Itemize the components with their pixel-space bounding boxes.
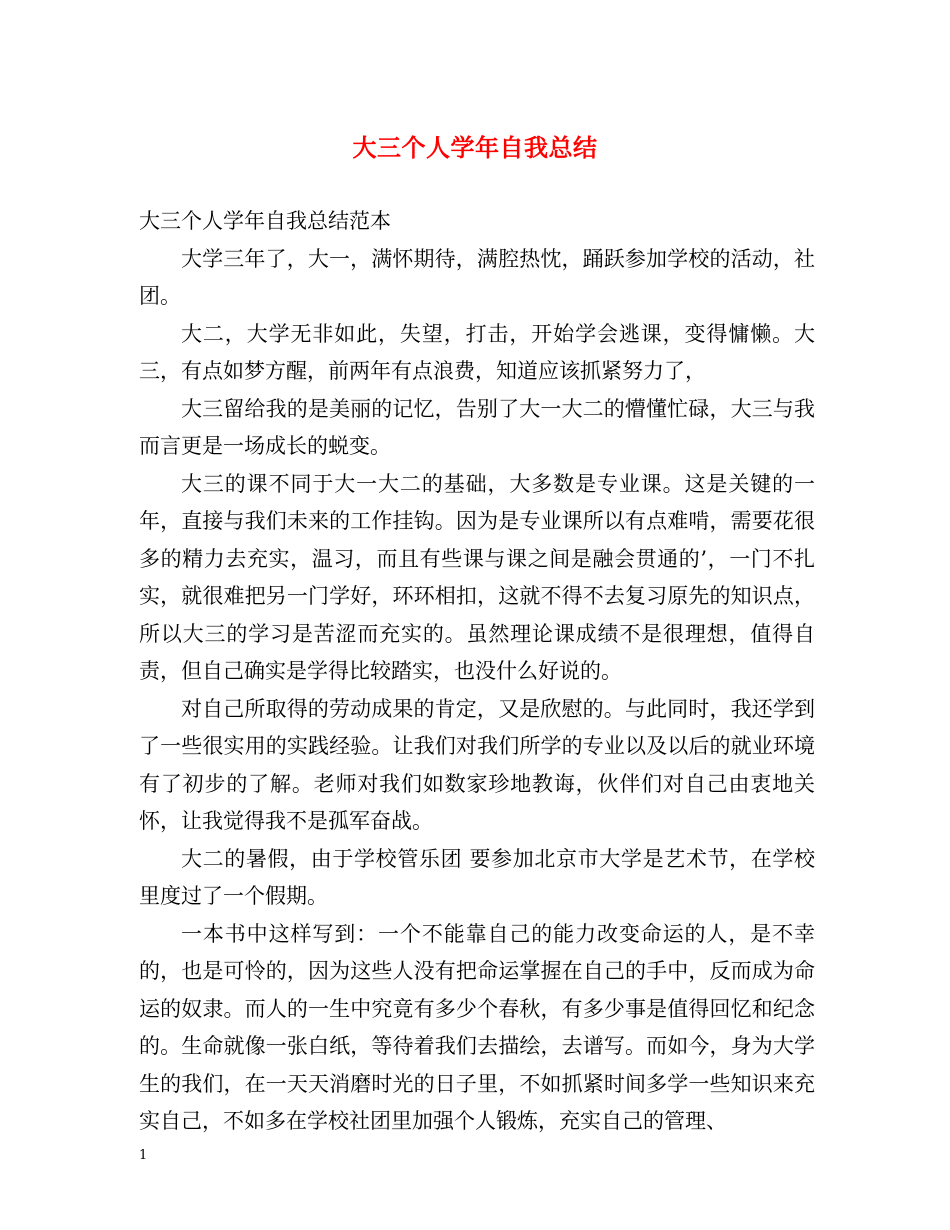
document-title: 大三个人学年自我总结 xyxy=(352,133,598,162)
paragraph: 对自己所取得的劳动成果的肯定，又是欣慰的。与此同时，我还学到了一些很实用的实践经验。让我们对我们所学的专业以及以后的就业环境有了初步的了解。老师对我们如数家珍地教诲，伙伴们对自己由衷地关怀，让我觉得我不是孤军奋战。 xyxy=(139,696,815,833)
paragraph: 大二的暑假，由于学校管乐团 要参加北京市大学是艺术节，在学校里度过了一个假期。 xyxy=(139,846,815,908)
paragraph: 大二，大学无非如此，失望，打击，开始学会逃课，变得慵懒。大三，有点如梦方醒，前两年有点浪费，知道应该抓紧努力了， xyxy=(139,321,815,383)
page-number: 1 xyxy=(139,1148,148,1163)
paragraph: 大三留给我的是美丽的记忆，告别了大一大二的懵懂忙碌，大三与我而言更是一场成长的蜕变。 xyxy=(139,396,815,458)
paragraph: 大学三年了，大一，满怀期待，满腔热忱，踊跃参加学校的活动，社团。 xyxy=(139,246,815,308)
document-body xyxy=(139,203,815,1141)
paragraph: 大三的课不同于大一大二的基础，大多数是专业课。这是关键的一年，直接与我们未来的工作挂钩。因为是专业课所以有点难啃，需要花很多的精力去充实，温习，而且有些课与课之间是融会贯通的’，一门不扎实，就很难把另一门学好，环环相扣，这就不得不去复习原先的知识点，所以大三的学习是苦涩而充实的。虽然理论课成绩不是很理想，值得自责，但自己确实是学得比较踏实，也没什么好说的。 xyxy=(139,471,815,683)
paragraph: 一本书中这样写到：一个不能靠自己的能力改变命运的人，是不幸的，也是可怜的，因为这些人没有把命运掌握在自己的手中，反而成为命运的奴隶。而人的一生中究竟有多少个春秋，有多少事是值得回忆和纪念的。生命就像一张白纸，等待着我们去描绘，去谱写。而如今，身为大学生的我们，在一天天消磨时光的日子里，不如抓紧时间多学一些知识来充实自己，不如多在学校社团里加强个人锻炼，充实自己的管理、 xyxy=(139,921,815,1133)
document-subtitle: 大三个人学年自我总结范本 xyxy=(139,209,391,233)
